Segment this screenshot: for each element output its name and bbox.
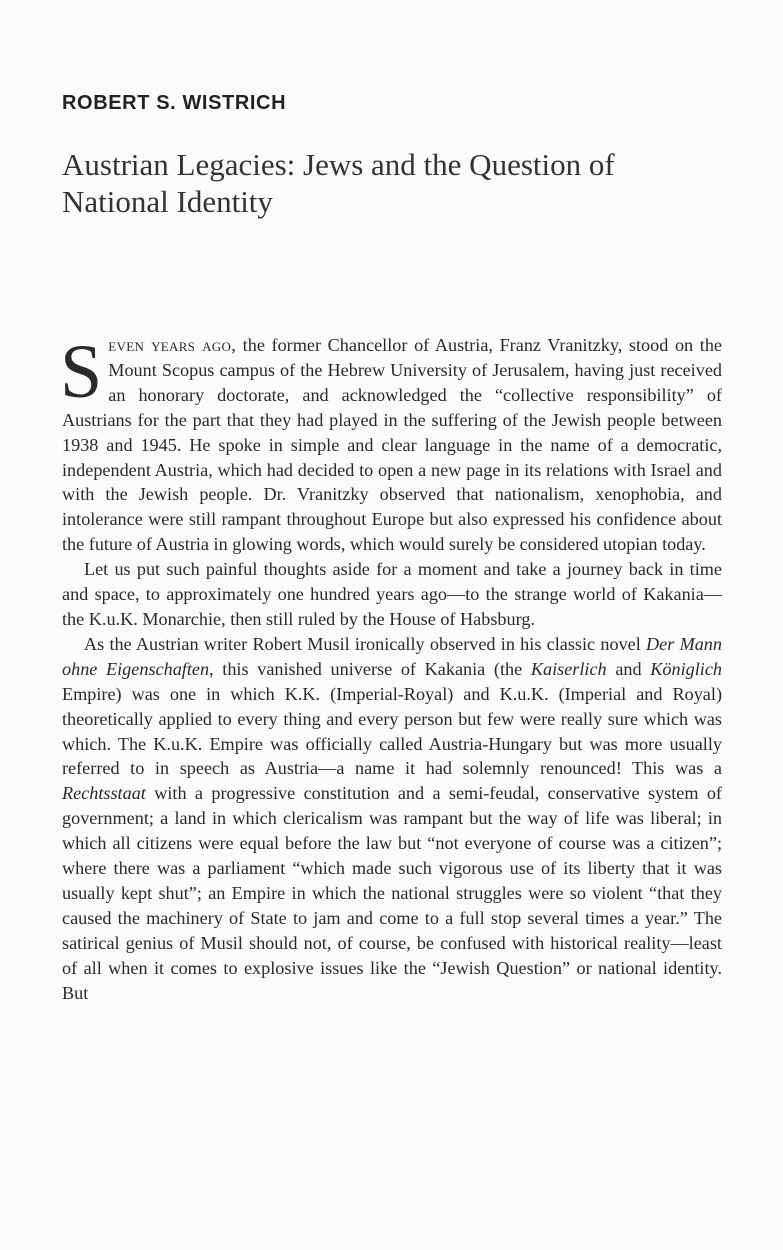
paragraph-1	[60, 330, 722, 557]
term-koniglich: Königlich	[650, 658, 723, 679]
paragraph-3-text-a: As the Austrian writer Robert Musil ironically observed in his classic novel	[84, 633, 647, 654]
article-body	[60, 330, 723, 1005]
paragraph-3	[62, 632, 722, 1006]
novel-title: Der Mann ohne Eigenschaften,	[62, 633, 722, 679]
term-rechtsstaat: Rechtsstaat	[62, 783, 146, 804]
opening-smallcaps: even years ago,	[108, 335, 237, 355]
paragraph-3-text-d: Empire) was one in which K.K. (Imperial-Royal) and K.u.K. (Imperial and Royal) theoretically applied to every thing and every person but few were really sure which was which. The K.u.K. Empire was officially called Austria-Hungary but was more usually referred to in speech as Austria—a name it had solemnly renounced! This was a	[62, 683, 722, 779]
paragraph-3-text-c: and	[606, 658, 651, 679]
drop-cap: S	[60, 330, 103, 414]
paragraph-1-text: the former Chancellor of Austria, Franz Vranitzky, stood on the Mount Scopus campus of the Hebrew University of Jerusalem, having just received an honorary doctorate, and acknowledged the “collective responsibility” of Austrians for the part that they had played in the suffering of the Jewish people between 1938 and 1945. He spoke in simple and clear language in the name of a democratic, independent Austria, which had decided to open a new page in its relations with Israel and with the Jewish people. Dr. Vranitzky observed that nationalism, xenophobia, and intolerance were still rampant throughout Europe but also expressed his confidence about the future of Austria in glowing words, which would surely be considered utopian today.	[62, 335, 722, 555]
paragraph-3-text-e: with a progressive constitution and a semi-feudal, conservative system of government; a land in which clericalism was rampant but the way of life was liberal; in which all citizens were equal before the law but “not everyone of course was a citizen”; where there was a parliament “which made such vigorous use of its liberty that it was usually kept shut”; an Empire in which the national struggles were so violent “that they caused the machinery of State to jam and come to a full stop several times a year.” The satirical genius of Musil should not, of course, be confused with historical reality—least of all when it comes to explosive issues like the “Jewish Question” or national identity. But	[62, 783, 722, 1003]
paragraph-3-text-b: this vanished universe of Kakania (the	[213, 658, 531, 679]
term-kaiserlich: Kaiserlich	[530, 658, 607, 679]
author-name: ROBERT S. WISTRICH	[62, 92, 287, 114]
article-title: Austrian Legacies: Jews and the Question of National Identity	[62, 147, 615, 219]
paragraph-2: Let us put such painful thoughts aside for a moment and take a journey back in time and space, to approximately one hundred years ago—to the strange world of Kakania—the K.u.K. Monarchie, then still ruled by the House of Habsburg.	[62, 559, 722, 629]
